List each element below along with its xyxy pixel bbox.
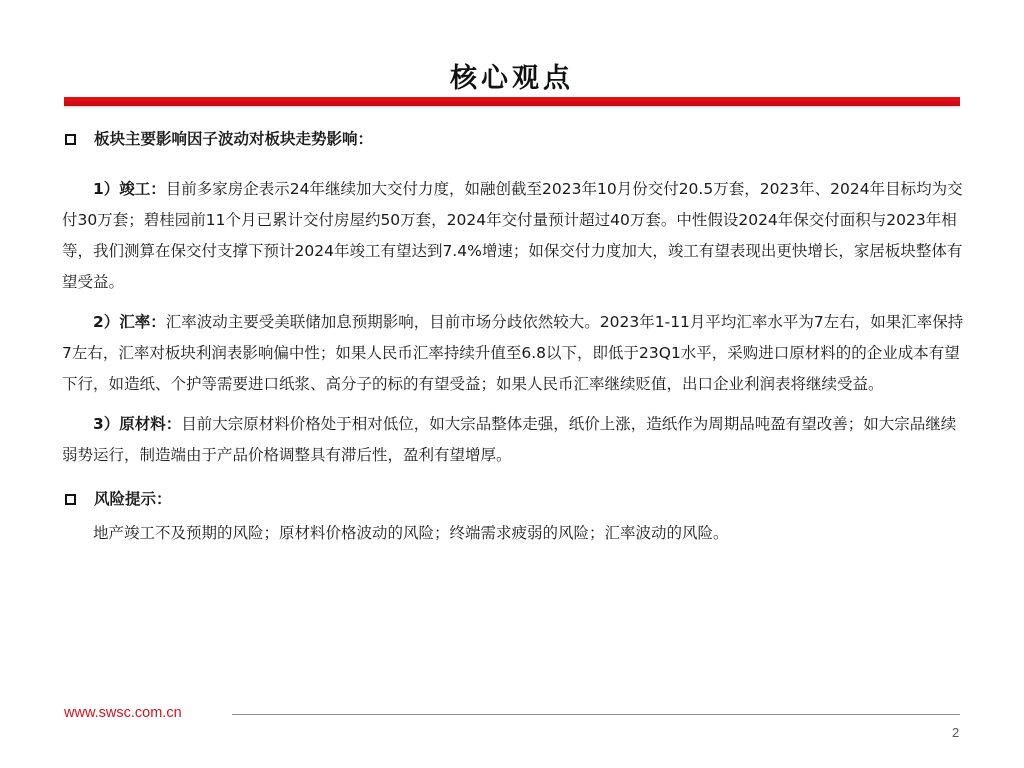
square-bullet-icon: [65, 494, 76, 505]
title-divider-shadow: [64, 106, 960, 109]
page-title: 核心观点: [450, 63, 574, 94]
paragraph-label: 3）原材料：: [93, 415, 182, 433]
paragraph-text: 目前多家房企表示24年继续加大交付力度，如融创截至2023年10月份交付20.5万套，2023年、2024年目标均为交付30万套；碧桂园前11个月已累计交付房屋约50万套，2024年交付量预计超过40万套。中性假设2024年保交付面积与2023年相等，我们测算在保交付支撑下预计2024年竣工有望达到7.4%增速；如保交付力度加大，竣工有望表现出更快增长，家居板块整体有望受益。: [62, 180, 963, 291]
paragraph-text: 目前大宗原材料价格处于相对低位，如大宗品整体走强，纸价上涨，造纸作为周期品吨盈有望改善；如大宗品继续弱势运行，制造端由于产品价格调整具有滞后性，盈利有望增厚。: [62, 415, 957, 464]
paragraph-exchange-rate: [62, 307, 970, 400]
square-bullet-icon: [65, 134, 76, 145]
title-divider-bar: [64, 97, 960, 106]
paragraph-label: 1）竣工：: [93, 180, 166, 198]
footer-divider: [232, 714, 960, 715]
page-number: 2: [952, 725, 960, 740]
section-heading-text: 板块主要影响因子波动对板块走势影响：: [94, 130, 374, 148]
risk-text: 地产竣工不及预期的风险；原材料价格波动的风险；终端需求疲弱的风险；汇率波动的风险。: [93, 524, 729, 542]
footer-website-link[interactable]: www.swsc.com.cn: [64, 705, 182, 721]
paragraph-raw-materials: [62, 409, 970, 471]
paragraph-text: 汇率波动主要受美联储加息预期影响，目前市场分歧依然较大。2023年1-11月平均汇率水平为7左右，如果汇率保持7左右，汇率对板块利润表影响偏中性；如果人民币汇率持续升值至6.8以下，即低于23Q1水平，采购进口原材料的的企业成本有望下行，如造纸、个护等需要进口纸浆、高分子的标的有望受益；如果人民币汇率继续贬值，出口企业利润表将继续受益。: [62, 313, 964, 393]
section-heading-factors: [62, 125, 970, 153]
paragraph-label: 2）汇率：: [93, 313, 166, 331]
section-heading-risk: [62, 485, 970, 513]
section-heading-text: 风险提示：: [94, 490, 172, 508]
paragraph-completion: [62, 174, 970, 298]
main-content: [62, 125, 970, 549]
